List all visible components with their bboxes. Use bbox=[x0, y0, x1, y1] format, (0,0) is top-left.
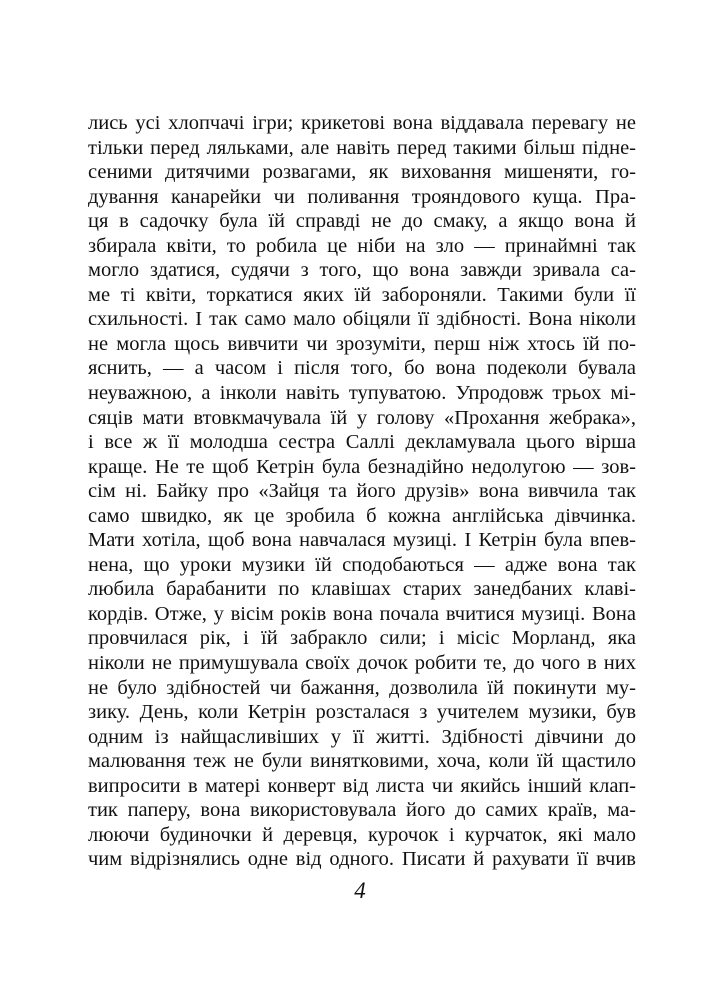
text-line: неуважною, а інколи навіть тупуватою. Упродовж трьох мі- bbox=[88, 382, 636, 405]
body-text bbox=[88, 111, 636, 872]
page-number: 4 bbox=[354, 878, 366, 903]
text-line: чим відрізнялись одне від одного. Писати й рахувати її вчив bbox=[88, 848, 636, 871]
text-line: зику. День, коли Кетрін розсталася з учителем музики, був bbox=[88, 701, 636, 724]
text-line: одним із найщасливіших у її житті. Здібності дівчини до bbox=[88, 725, 636, 748]
text-line: ця в садочку була їй справді не до смаку, а якщо вона й bbox=[88, 210, 636, 233]
text-line: схильності. І так само мало обіцяли її здібності. Вона ніколи bbox=[88, 308, 636, 331]
text-line: тик паперу, вона використовувала його до самих країв, ма- bbox=[88, 799, 636, 822]
text-line: сяців мати втовкмачувала їй у голову «Прохання жебрака», bbox=[88, 406, 636, 429]
text-line: само швидко, як це зробила б кожна англійська дівчинка. bbox=[88, 504, 636, 527]
text-line: краще. Не те щоб Кетрін була безнадійно недолугою — зов- bbox=[88, 455, 636, 478]
text-line: кордів. Отже, у вісім років вона почала вчитися музиці. Вона bbox=[88, 602, 636, 625]
text-line: яснить, — а часом і після того, бо вона подеколи бувала bbox=[88, 357, 636, 380]
text-line: сеними дитячими розвагами, як виховання мишеняти, го- bbox=[88, 161, 636, 184]
text-line: випросити в матері конверт від листа чи якийсь інший клап- bbox=[88, 774, 636, 797]
text-line: не могла щось вивчити чи зрозуміти, перш ніж хтось їй по- bbox=[88, 332, 636, 355]
text-line: ніколи не примушувала своїх дочок робити те, до чого в них bbox=[88, 652, 636, 675]
text-line: збирала квіти, то робила це ніби на зло — принаймні так bbox=[88, 234, 636, 257]
text-line: ме ті квіти, торкатися яких їй забороняли. Такими були її bbox=[88, 283, 636, 306]
text-line: сім ні. Байку про «Зайця та його друзів» вона вивчила так bbox=[88, 480, 636, 503]
text-line: малювання теж не були винятковими, хоча, коли їй щастило bbox=[88, 750, 636, 773]
text-line: провчилася рік, і їй забракло сили; і місіс Морланд, яка bbox=[88, 627, 636, 650]
text-line: не було здібностей чи бажання, дозволила їй покинути му- bbox=[88, 676, 636, 699]
text-line: дування канарейки чи поливання трояндового куща. Пра- bbox=[88, 185, 636, 208]
text-line: і все ж її молодша сестра Саллі декламувала цього вірша bbox=[88, 431, 636, 454]
text-line: люючи будиночки й деревця, курочок і курчаток, які мало bbox=[88, 823, 636, 846]
text-line: тільки перед ляльками, але навіть перед такими більш підне- bbox=[88, 136, 636, 159]
text-line: любила барабанити по клавішах старих занедбаних клаві- bbox=[88, 578, 636, 601]
text-line: нена, що уроки музики їй сподобаються — адже вона так bbox=[88, 553, 636, 576]
text-line: лись усі хлопчачі ігри; крикетові вона віддавала перевагу не bbox=[88, 112, 636, 134]
text-line: могло здатися, судячи з того, що вона завжди зривала са- bbox=[88, 259, 636, 282]
text-line: Мати хотіла, щоб вона навчалася музиці. І Кетрін була впев- bbox=[88, 529, 636, 552]
